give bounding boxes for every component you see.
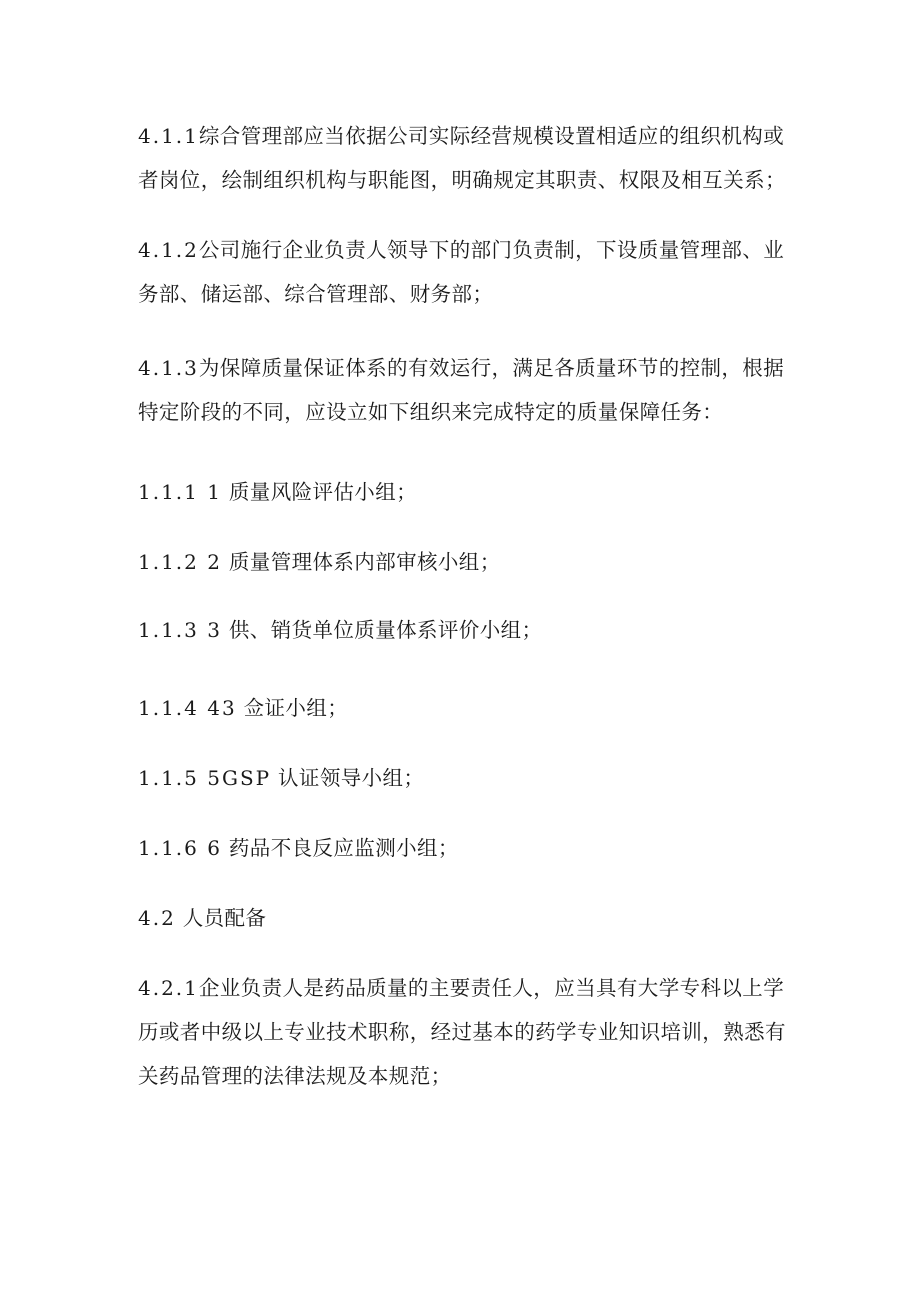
- list-item-1-1-2: [138, 540, 788, 584]
- section-number: 4.2: [138, 906, 176, 930]
- paragraph-text: 企业负责人是药品质量的主要责任人，应当具有大学专科以上学历或者中级以上专业技术职称，经过基本的药学专业知识培训，熟悉有关药品管理的法律法规及本规范；: [138, 976, 786, 1088]
- section-number: 1.1.4 43: [138, 696, 237, 720]
- list-item-1-1-4: [138, 686, 788, 730]
- section-number: 1.1.6 6: [138, 836, 222, 860]
- section-number: 1.1.2 2: [138, 550, 222, 574]
- section-number: 1.1.1 1: [138, 480, 222, 504]
- paragraph-text: 综合管理部应当依据公司实际经营规模设置相适应的组织机构或者岗位，绘制组织机构与职能图，明确规定其职责、权限及相互关系；: [138, 124, 786, 192]
- list-item-text: 药品不良反应监测小组；: [228, 836, 459, 860]
- section-heading-4-2: [138, 896, 788, 940]
- section-number: 4.1.2: [138, 238, 199, 262]
- list-item-text: 质量管理体系内部审核小组；: [228, 550, 501, 574]
- section-number: 4.1.3: [138, 356, 199, 380]
- paragraph-4-1-1: [138, 114, 788, 202]
- paragraph-text: 为保障质量保证体系的有效运行，满足各质量环节的控制，根据特定阶段的不同，应设立如下组织来完成特定的质量保障任务：: [138, 356, 785, 424]
- paragraph-text: 公司施行企业负责人领导下的部门负责制，下设质量管理部、业务部、储运部、综合管理部、财务部；: [138, 238, 785, 306]
- list-item-text: 佥证小组；: [243, 696, 349, 720]
- list-item-1-1-6: [138, 826, 788, 870]
- list-item-1-1-5: [138, 756, 788, 800]
- paragraph-4-1-3: [138, 346, 788, 434]
- list-item-text: 质量风险评估小组；: [228, 480, 418, 504]
- paragraph-4-2-1: [138, 966, 788, 1098]
- paragraph-4-1-2: [138, 228, 788, 316]
- list-item-text: 供、销货单位质量体系评价小组；: [228, 618, 543, 642]
- list-item-1-1-1: [138, 470, 788, 514]
- section-number: 4.2.1: [138, 976, 199, 1000]
- list-item-1-1-3: [138, 608, 788, 652]
- section-number: 1.1.3 3: [138, 618, 222, 642]
- section-number: 1.1.5 5GSP: [138, 766, 272, 790]
- list-item-text: 认证领导小组；: [278, 766, 425, 790]
- section-number: 4.1.1: [138, 124, 199, 148]
- section-heading-text: 人员配备: [182, 906, 267, 930]
